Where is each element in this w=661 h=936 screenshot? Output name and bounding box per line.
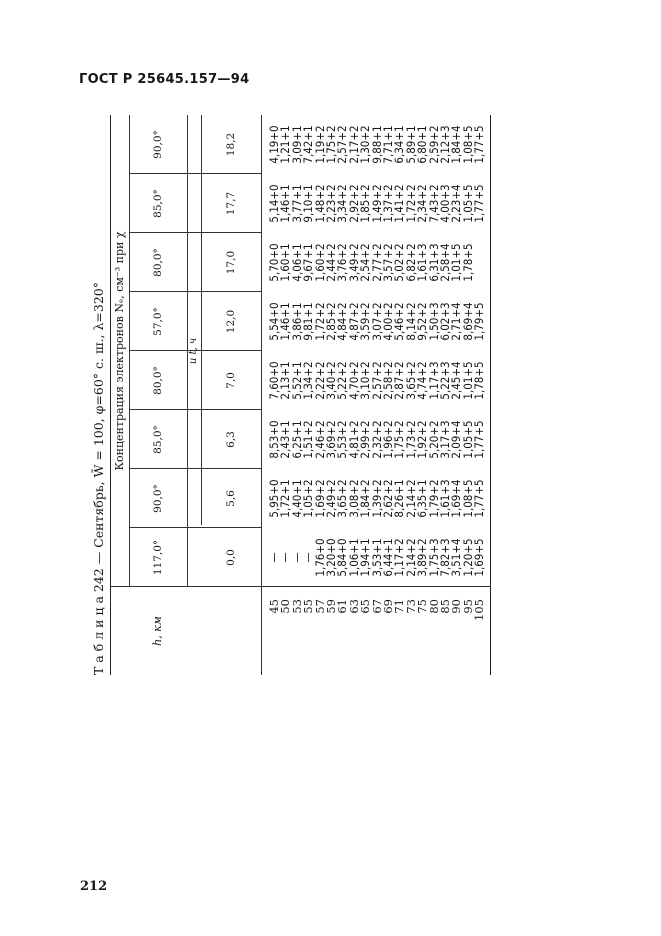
altitude-value: 71 <box>392 599 407 614</box>
table-cell: 4,87+2 <box>346 302 361 341</box>
table-cell: 1,85+2 <box>358 184 373 223</box>
table-cell: 1,06+1 <box>346 538 361 577</box>
table-cell: 1,08+5 <box>460 479 475 518</box>
altitude-value: 50 <box>278 599 293 614</box>
data-column <box>261 174 490 233</box>
table-cell: 2,57+2 <box>369 361 384 400</box>
table-cell: 7,71+1 <box>381 125 395 164</box>
column-divider <box>129 291 261 292</box>
table-cell: 6,35+1 <box>415 479 430 518</box>
table-cell: 1,05+2 <box>301 479 316 518</box>
table-cell: 1,84+4 <box>449 125 464 164</box>
table-cell: 6,02+3 <box>438 302 452 341</box>
table-cell: 2,57+2 <box>335 125 350 164</box>
table-cell: 2,92+2 <box>346 184 361 223</box>
chi-header-cell: 90,0° <box>152 484 164 513</box>
table-cell: 5,84+0 <box>335 538 350 577</box>
table-cell: 1,78+5 <box>472 361 487 400</box>
table-cell: 8,69+4 <box>460 302 475 341</box>
table-cell: 2,49+2 <box>324 479 338 518</box>
table-cell: 1,20+5 <box>460 538 475 577</box>
table-cell: 5,53+2 <box>335 420 350 459</box>
table-cell: 2,58+2 <box>381 361 395 400</box>
table-cell: 1,49+2 <box>369 184 384 223</box>
table-cell: 9,10+1 <box>301 184 316 223</box>
data-column <box>261 469 490 528</box>
altitude-value: 105 <box>472 599 487 621</box>
table-cell: 3,65+2 <box>403 361 418 400</box>
column-divider <box>129 350 261 351</box>
table-cell: 2,59+2 <box>426 125 441 164</box>
table-cell: 2,77+2 <box>369 243 384 282</box>
table-cell: 4,06+1 <box>289 243 304 282</box>
table-cell: 2,32+2 <box>369 420 384 459</box>
table-cell: 1,01+5 <box>449 243 464 282</box>
altitude-value: 90 <box>449 599 464 614</box>
table-cell: 2,87+2 <box>392 361 407 400</box>
column-divider <box>129 173 261 174</box>
table-cell: 5,95+0 <box>267 479 281 518</box>
table-cell: 1,77+5 <box>472 479 487 518</box>
table-cell: 5,46+2 <box>392 302 407 341</box>
table-cell: 2,85+2 <box>324 302 338 341</box>
table-cell: 2,22+2 <box>312 361 327 400</box>
table-cell: 3,17+3 <box>438 420 452 459</box>
table-cell: 3,65+2 <box>335 479 350 518</box>
table-cell: 1,46+1 <box>278 184 293 223</box>
table-cell: 5,14+0 <box>267 184 281 223</box>
chi-header-cell: 80,0° <box>152 248 164 277</box>
altitude-column <box>261 587 490 675</box>
table-cell: 4,81+2 <box>346 420 361 459</box>
table-cell: 5,89+1 <box>403 125 418 164</box>
table-cell: 1,79+5 <box>472 302 487 341</box>
table-cell: 4,00+2 <box>381 302 395 341</box>
table-cell: 2,43+1 <box>278 420 293 459</box>
altitude-value: 85 <box>438 599 452 614</box>
table-cell: 3,49+2 <box>346 243 361 282</box>
table-cell: 1,37+2 <box>381 184 395 223</box>
table-cell: 5,02+2 <box>392 243 407 282</box>
table-cell: 3,10+2 <box>358 361 373 400</box>
table-cell: 1,46+1 <box>278 302 293 341</box>
table-cell: 6,25+1 <box>289 420 304 459</box>
altitude-value: 65 <box>358 599 373 614</box>
table-cell: 1,39+2 <box>369 479 384 518</box>
table-cell: 8,26+1 <box>392 479 407 518</box>
table-cell: 2,99+2 <box>358 420 373 459</box>
table-cell: 1,94+1 <box>358 538 373 577</box>
table-cell: — <box>278 552 293 563</box>
table-cell: 2,44+2 <box>324 243 338 282</box>
table-cell: 5,54+0 <box>267 302 281 341</box>
t-header-cell: 5,6 <box>225 490 237 507</box>
table-cell: 7,42+1 <box>301 125 316 164</box>
table-cell: 1,78+5 <box>460 243 475 282</box>
t-header-cell: 6,3 <box>225 431 237 448</box>
table-cell: 3,59+2 <box>358 302 373 341</box>
altitude-value: 67 <box>369 599 384 614</box>
t-header-cell: 0,0 <box>225 549 237 566</box>
document-header: ГОСТ Р 25645.157—94 <box>79 72 250 87</box>
table-cell: 5,22+2 <box>335 361 350 400</box>
table-cell: 1,41+2 <box>392 184 407 223</box>
chi-header-cell: 85,0° <box>152 425 164 454</box>
table-cell: 2,23+4 <box>449 184 464 223</box>
table-cell: 2,17+2 <box>346 125 361 164</box>
table-cell: 1,17+3 <box>426 361 441 400</box>
table-cell: 1,72+2 <box>403 184 418 223</box>
h-column-label: h, км <box>151 616 164 646</box>
altitude-value: 57 <box>312 599 327 614</box>
altitude-value: 61 <box>335 599 350 614</box>
table-cell: 2,46+2 <box>312 420 327 459</box>
data-column <box>261 410 490 469</box>
table-cell: 1,73+2 <box>403 420 418 459</box>
data-column <box>261 233 490 292</box>
table-cell: 1,76+0 <box>312 538 327 577</box>
altitude-value: 63 <box>346 599 361 614</box>
table-cell: 1,08+5 <box>460 125 475 164</box>
table-cell: 3,09+1 <box>289 125 304 164</box>
t-title: и t, ч <box>188 337 199 365</box>
table-cell: 1,30+2 <box>358 125 373 164</box>
table-cell: 3,07+2 <box>369 302 384 341</box>
table-cell: 2,62+2 <box>381 479 395 518</box>
table-cell: 1,77+5 <box>472 125 487 164</box>
table-cell: 3,69+2 <box>324 420 338 459</box>
table-cell: 6,31+3 <box>426 243 441 282</box>
table-cell: 1,60+1 <box>278 243 293 282</box>
chi-header-cell: 85,0° <box>152 189 164 218</box>
data-column <box>261 292 490 351</box>
table-cell: — <box>289 552 304 563</box>
table-cell: 1,05+5 <box>460 420 475 459</box>
table-cell: 9,81+1 <box>301 302 316 341</box>
table-cell: 1,77+5 <box>472 420 487 459</box>
table-cell <box>474 233 485 292</box>
table-cell: 3,08+2 <box>346 479 361 518</box>
table-cell: 2,58+4 <box>438 243 452 282</box>
table-cell: 5,52+1 <box>289 361 304 400</box>
rotated-table-block <box>88 115 488 675</box>
table-cell: 4,70+2 <box>346 361 361 400</box>
table-cell: 7,60+0 <box>267 361 281 400</box>
table-cell: 1,75+3 <box>426 538 441 577</box>
table-cell: 1,21+1 <box>278 125 293 164</box>
altitude-value: 53 <box>289 599 304 614</box>
table-cell: 1,61+3 <box>415 243 430 282</box>
page-number: 212 <box>80 879 108 894</box>
table-cell: 1,50+3 <box>426 302 441 341</box>
altitude-value: 59 <box>324 599 338 614</box>
table-cell: — <box>267 552 281 563</box>
altitude-value: 45 <box>267 599 281 614</box>
table-cell: 1,69+2 <box>312 479 327 518</box>
data-column <box>261 351 490 410</box>
column-divider <box>129 527 261 528</box>
table-cell: 1,19+2 <box>312 125 327 164</box>
table-cell: 4,00+3 <box>438 184 452 223</box>
table-cell: 1,79+2 <box>426 479 441 518</box>
table-cell: 3,77+1 <box>289 184 304 223</box>
table-cell: 2,34+2 <box>415 184 430 223</box>
table-cell: 6,80+1 <box>415 125 430 164</box>
t-header-cell: 7,0 <box>225 372 237 389</box>
table-cell: 4,74+2 <box>415 361 430 400</box>
table-cell: 1,77+5 <box>472 184 487 223</box>
column-divider <box>129 232 261 233</box>
table-cell: 1,72+1 <box>278 479 293 518</box>
table-cell: 3,20+0 <box>324 538 338 577</box>
table-cell: 1,92+2 <box>415 420 430 459</box>
table-cell: 2,13+1 <box>278 361 293 400</box>
table-cell: 1,34+2 <box>301 361 316 400</box>
electron-concentration-table <box>110 115 491 675</box>
chi-header-cell: 90,0° <box>152 130 164 159</box>
concentration-title: Концентрация электронов Nₑ, см⁻³ при χ <box>113 231 126 471</box>
table-cell: 1,69+5 <box>472 538 487 577</box>
table-cell: 3,89+2 <box>415 538 430 577</box>
t-header-cell: 12,0 <box>225 309 237 334</box>
table-cell: 4,84+2 <box>335 302 350 341</box>
table-cell: 2,14+2 <box>403 538 418 577</box>
table-caption: Т а б л и ц а 242 — Сентябрь, W̄ = 100, φ=60° с. ш., λ=320° <box>91 282 106 675</box>
table-cell: 3,40+2 <box>324 361 338 400</box>
table-cell: 1,61+3 <box>438 479 452 518</box>
table-cell: 7,82+3 <box>438 538 452 577</box>
table-cell: 1,96+2 <box>381 420 395 459</box>
table-cell: 1,69+4 <box>449 479 464 518</box>
table-cell: 9,67+1 <box>301 243 316 282</box>
table-cell: 3,53+1 <box>369 538 384 577</box>
table-cell: 2,54+2 <box>358 243 373 282</box>
table-cell: 4,40+1 <box>289 479 304 518</box>
table-cell: 6,82+2 <box>403 243 418 282</box>
data-column <box>261 528 490 587</box>
chi-header-cell: 80,0° <box>152 366 164 395</box>
t-header-cell: 18,2 <box>225 132 237 157</box>
table-cell: 4,19+0 <box>267 125 281 164</box>
altitude-value: 80 <box>426 599 441 614</box>
table-cell: 3,51+4 <box>449 538 464 577</box>
chi-header-row <box>129 115 187 587</box>
table-cell: 3,57+2 <box>381 243 395 282</box>
table-cell: 5,22+3 <box>438 361 452 400</box>
column-divider <box>129 409 261 410</box>
altitude-value: 75 <box>415 599 430 614</box>
chi-header-cell: 117,0° <box>152 539 164 576</box>
table-cell: 2,45+4 <box>449 361 464 400</box>
table-cell: 6,44+1 <box>381 538 395 577</box>
table-cell: 3,86+1 <box>289 302 304 341</box>
altitude-value: 69 <box>381 599 395 614</box>
table-cell: 1,48+2 <box>312 184 327 223</box>
table-cell: 1,05+5 <box>460 184 475 223</box>
table-cell: 1,60+2 <box>312 243 327 282</box>
table-cell: 9,88+1 <box>369 125 384 164</box>
table-cell: 9,52+2 <box>415 302 430 341</box>
table-cell: 2,71+4 <box>449 302 464 341</box>
table-cell: 1,84+2 <box>358 479 373 518</box>
table-cell: 3,76+2 <box>335 243 350 282</box>
table-cell: 1,17+2 <box>392 538 407 577</box>
altitude-value: 55 <box>301 599 316 614</box>
table-cell: 2,09+4 <box>449 420 464 459</box>
table-cell: 2,14+2 <box>403 479 418 518</box>
table-cell: 8,53+0 <box>267 420 281 459</box>
data-column <box>261 115 490 174</box>
table-cell: — <box>301 552 316 563</box>
table-cell: 3,34+2 <box>335 184 350 223</box>
chi-header-cell: 57,0° <box>152 307 164 336</box>
table-cell: 7,43+2 <box>426 184 441 223</box>
column-divider <box>129 468 261 469</box>
altitude-value: 95 <box>460 599 475 614</box>
table-cell: 1,51+2 <box>301 420 316 459</box>
table-cell: 2,12+3 <box>438 125 452 164</box>
t-header-cell: 17,0 <box>225 250 237 275</box>
table-cell: 6,34+1 <box>392 125 407 164</box>
table-cell: 1,72+2 <box>312 302 327 341</box>
table-cell: 1,01+5 <box>460 361 475 400</box>
table-cell: 5,70+0 <box>267 243 281 282</box>
table-cell: 1,75+2 <box>392 420 407 459</box>
t-header-cell: 17,7 <box>225 191 237 216</box>
altitude-value: 73 <box>403 599 418 614</box>
t-header-row <box>201 115 261 587</box>
table-cell: 8,14+2 <box>403 302 418 341</box>
table-cell: 1,75+2 <box>324 125 338 164</box>
table-cell: 2,23+2 <box>324 184 338 223</box>
table-cell: 5,20+2 <box>426 420 441 459</box>
